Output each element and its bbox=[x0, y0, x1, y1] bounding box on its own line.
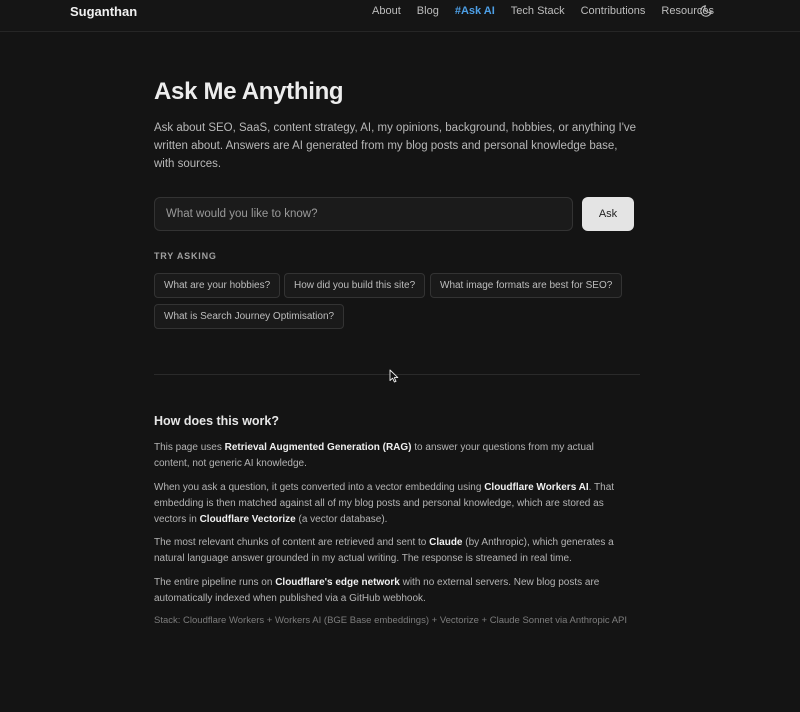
moon-icon[interactable] bbox=[699, 4, 713, 18]
page-title: Ask Me Anything bbox=[154, 78, 344, 105]
nav-link-ask-ai[interactable]: #Ask AI bbox=[454, 5, 495, 17]
try-asking-label: TRY ASKING bbox=[154, 251, 217, 261]
top-navigation-bar bbox=[0, 0, 800, 32]
nav-link-contributions[interactable]: Contributions bbox=[580, 5, 646, 17]
mouse-cursor-icon bbox=[389, 369, 399, 383]
main-nav bbox=[356, 5, 714, 17]
ask-button[interactable]: Ask bbox=[582, 197, 634, 231]
stack-note: Stack: Cloudflare Workers + Workers AI (BGE Base embeddings) + Vectorize + Claude Sonnet via Anthropic API bbox=[154, 615, 628, 626]
how-paragraph-4: The entire pipeline runs on Cloudflare's edge network with no external servers. New blog posts are automatically indexed when published via a GitHub webhook. bbox=[154, 577, 600, 604]
suggestion-chip-search-journey[interactable]: What is Search Journey Optimisation? bbox=[154, 304, 344, 329]
question-input[interactable] bbox=[154, 197, 573, 231]
site-brand-link[interactable]: Suganthan bbox=[70, 4, 138, 19]
suggestion-chip-hobbies[interactable]: What are your hobbies? bbox=[154, 273, 280, 298]
nav-link-blog[interactable]: Blog bbox=[416, 5, 439, 17]
nav-link-about[interactable]: About bbox=[372, 5, 401, 17]
nav-link-resources[interactable]: Resources bbox=[661, 5, 714, 17]
how-paragraph-1: This page uses Retrieval Augmented Generation (RAG) to answer your questions from my actual content, not generic AI knowledge. bbox=[154, 442, 594, 469]
suggestion-chip-image-formats[interactable]: What image formats are best for SEO? bbox=[430, 273, 622, 298]
how-it-works-heading: How does this work? bbox=[154, 414, 280, 428]
page-intro: Ask about SEO, SaaS, content strategy, AI, my opinions, background, hobbies, or anything I've written about. Answers are AI generated from my blog posts and personal knowledge base, with sources. bbox=[154, 122, 637, 170]
suggestion-chip-build-site[interactable]: How did you build this site? bbox=[284, 273, 425, 298]
nav-link-tech-stack[interactable]: Tech Stack bbox=[510, 5, 565, 17]
how-paragraph-3: The most relevant chunks of content are retrieved and sent to Claude (by Anthropic), which generates a natural language answer grounded in my actual writing. The response is streamed in real time. bbox=[154, 537, 614, 564]
how-paragraph-2: When you ask a question, it gets converted into a vector embedding using Cloudflare Workers AI. That embedding is then matched against all of my blog posts and personal knowledge, which are stored as vectors in Cloudflare Vectorize (a vector database). bbox=[154, 482, 615, 525]
